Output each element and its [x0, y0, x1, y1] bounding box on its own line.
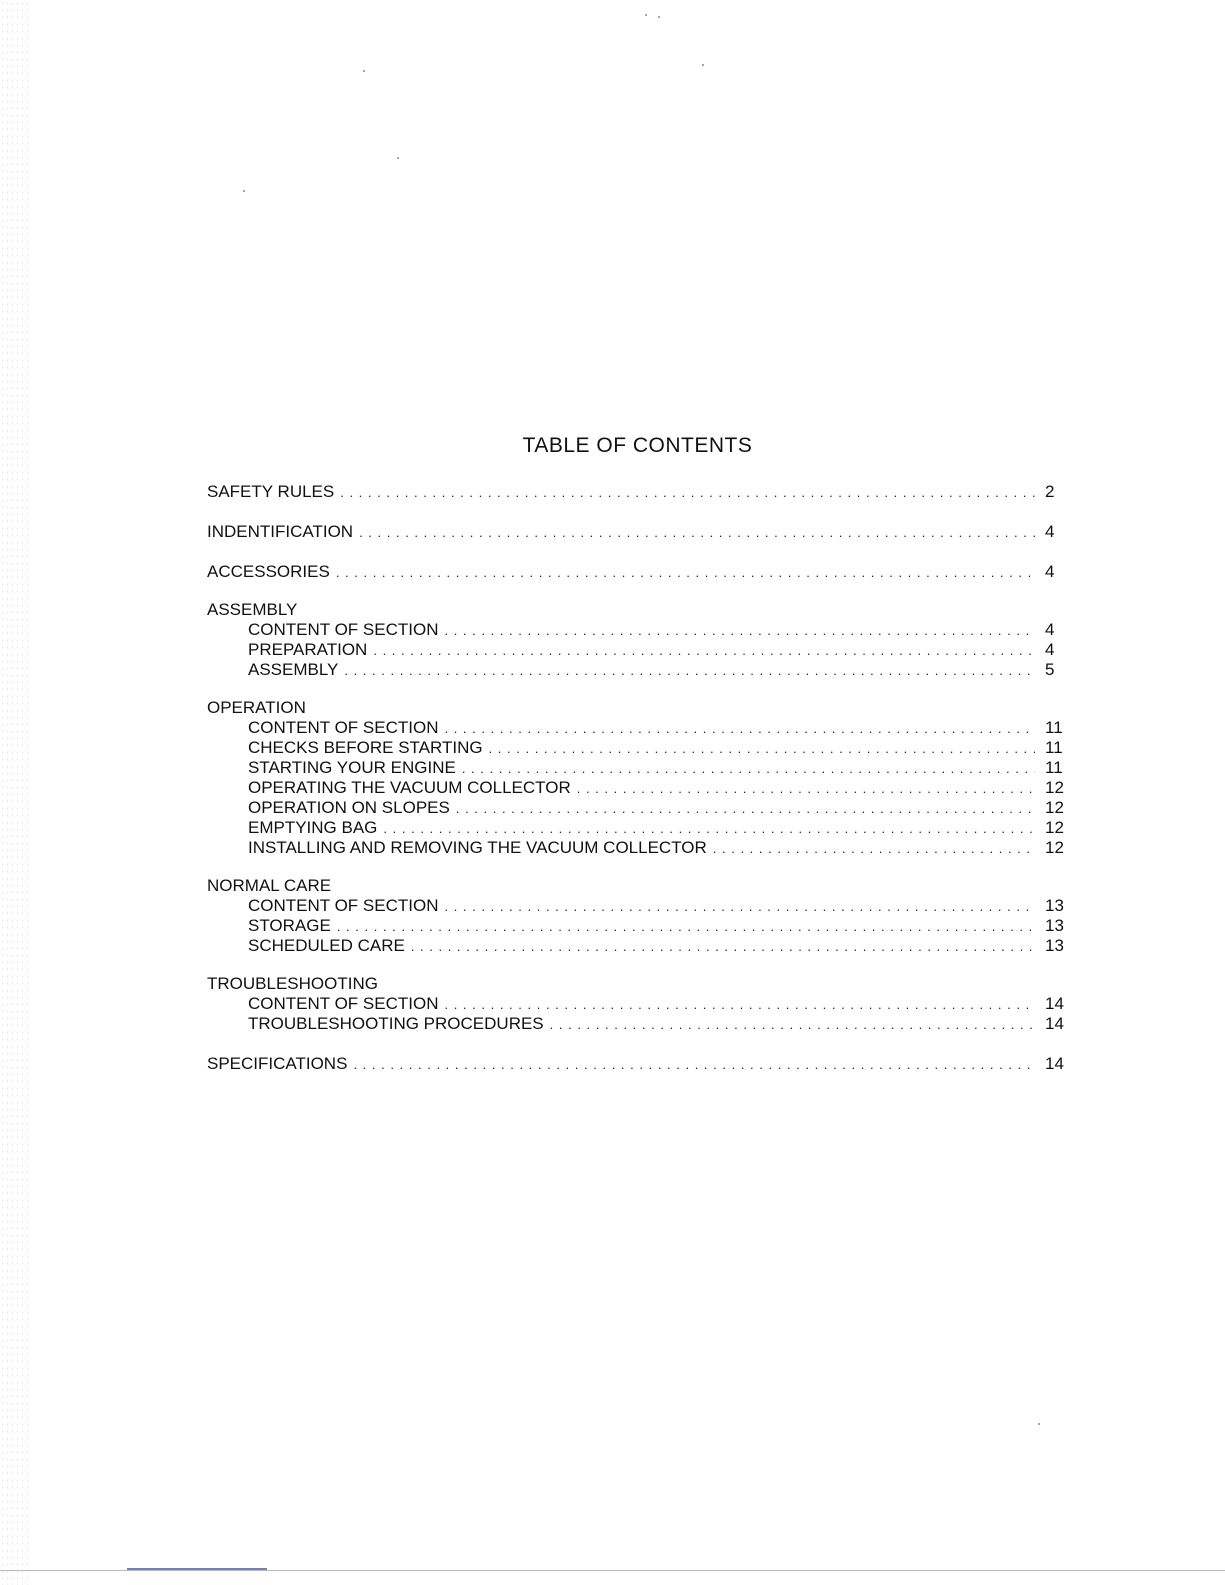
toc-subentry	[207, 718, 1077, 738]
toc-spacer	[207, 582, 1077, 600]
toc-entry-label: SAFETY RULES	[207, 482, 335, 501]
toc-dot-leader	[444, 719, 1035, 739]
toc-dot-leader	[577, 779, 1035, 799]
toc-entry-label: CONTENT OF SECTION	[248, 620, 439, 639]
toc-entry	[207, 1054, 1077, 1074]
toc-spacer	[207, 542, 1077, 562]
toc-page-number: 14	[1045, 1054, 1064, 1073]
toc-subentry	[207, 916, 1077, 936]
toc-entry-label: OPERATION ON SLOPES	[248, 798, 450, 817]
toc-section-group	[207, 974, 1077, 1034]
toc-spacer	[207, 502, 1077, 522]
toc-section-group	[207, 876, 1077, 956]
toc-entry-label: CHECKS BEFORE STARTING	[248, 738, 483, 757]
toc-page-number: 2	[1045, 482, 1055, 501]
toc-dot-leader	[337, 917, 1035, 937]
toc-dot-leader	[550, 1015, 1035, 1035]
toc-page-number: 4	[1045, 522, 1055, 541]
toc-page-number: 4	[1045, 620, 1055, 639]
toc-section-heading: OPERATION	[207, 698, 306, 717]
toc-subentry	[207, 738, 1077, 758]
toc-dot-leader	[373, 641, 1035, 661]
toc-entry-label: STARTING YOUR ENGINE	[248, 758, 456, 777]
toc-dot-leader	[344, 661, 1035, 681]
toc-dot-leader	[444, 897, 1035, 917]
scan-speck	[702, 64, 704, 66]
toc-entry-label: EMPTYING BAG	[248, 818, 378, 837]
toc-dot-leader	[353, 1055, 1035, 1075]
scan-speck	[363, 70, 365, 72]
toc-dot-leader	[359, 523, 1035, 543]
toc-page-number: 11	[1045, 718, 1063, 737]
toc-subentry	[207, 1014, 1077, 1034]
toc-dot-leader	[489, 739, 1035, 759]
toc-entry-label: STORAGE	[248, 916, 331, 935]
toc-page-number: 4	[1045, 562, 1055, 581]
toc-page-number: 14	[1045, 994, 1064, 1013]
toc-entry-label: CONTENT OF SECTION	[248, 994, 439, 1013]
toc-spacer	[207, 680, 1077, 698]
scan-edge-noise	[0, 0, 28, 1585]
scan-speck	[243, 190, 245, 192]
toc-entry-label: OPERATING THE VACUUM COLLECTOR	[248, 778, 571, 797]
table-of-contents	[207, 482, 1077, 1074]
toc-subentry	[207, 896, 1077, 916]
toc-section-group	[207, 698, 1077, 858]
toc-section-heading: NORMAL CARE	[207, 876, 332, 895]
toc-page-number: 11	[1045, 738, 1063, 757]
toc-page-number: 5	[1045, 660, 1055, 679]
scan-speck	[645, 14, 647, 16]
toc-subentry	[207, 838, 1077, 858]
scan-bottom-line	[0, 1570, 1225, 1571]
toc-dot-leader	[444, 621, 1035, 641]
toc-page-number: 12	[1045, 798, 1064, 817]
toc-dot-leader	[462, 759, 1035, 779]
toc-subentry	[207, 778, 1077, 798]
toc-page-number: 12	[1045, 818, 1064, 837]
toc-entry	[207, 522, 1077, 542]
toc-entry-label: INDENTIFICATION	[207, 522, 354, 541]
toc-dot-leader	[444, 995, 1035, 1015]
scan-speck	[658, 16, 660, 18]
toc-entry-label: ACCESSORIES	[207, 562, 330, 581]
toc-page-number: 12	[1045, 778, 1064, 797]
toc-section-heading: TROUBLESHOOTING	[207, 974, 378, 993]
scan-speck	[397, 157, 399, 159]
toc-subentry	[207, 620, 1077, 640]
toc-page-number: 13	[1045, 916, 1064, 935]
toc-subentry	[207, 640, 1077, 660]
toc-dot-leader	[340, 483, 1035, 503]
toc-page-number: 14	[1045, 1014, 1064, 1033]
toc-entry-label: SCHEDULED CARE	[248, 936, 405, 955]
toc-section-heading: ASSEMBLY	[207, 600, 298, 619]
toc-dot-leader	[336, 563, 1035, 583]
toc-entry-label: TROUBLESHOOTING PROCEDURES	[248, 1014, 544, 1033]
toc-page-number: 11	[1045, 758, 1063, 777]
toc-entry-label: INSTALLING AND REMOVING THE VACUUM COLLECTOR	[248, 838, 707, 857]
toc-entry	[207, 562, 1077, 582]
toc-entry-label: CONTENT OF SECTION	[248, 896, 439, 915]
toc-spacer	[207, 956, 1077, 974]
toc-dot-leader	[383, 819, 1035, 839]
toc-subentry	[207, 758, 1077, 778]
toc-spacer	[207, 1034, 1077, 1054]
toc-entry-label: CONTENT OF SECTION	[248, 718, 439, 737]
page-title: TABLE OF CONTENTS	[522, 434, 753, 457]
toc-subentry	[207, 660, 1077, 680]
toc-entry-label: SPECIFICATIONS	[207, 1054, 348, 1073]
toc-subentry	[207, 798, 1077, 818]
scan-speck	[1038, 1423, 1040, 1425]
toc-entry-label: ASSEMBLY	[248, 660, 339, 679]
toc-dot-leader	[411, 937, 1035, 957]
toc-section-group	[207, 600, 1077, 680]
toc-entry-label: PREPARATION	[248, 640, 368, 659]
toc-page-number: 13	[1045, 896, 1064, 915]
toc-subentry	[207, 994, 1077, 1014]
toc-subentry	[207, 936, 1077, 956]
toc-page-number: 12	[1045, 838, 1064, 857]
toc-page-number: 4	[1045, 640, 1055, 659]
toc-dot-leader	[713, 839, 1035, 859]
scan-bottom-mark	[127, 1568, 267, 1570]
toc-entry	[207, 482, 1077, 502]
toc-subentry	[207, 818, 1077, 838]
toc-page-number: 13	[1045, 936, 1064, 955]
toc-spacer	[207, 858, 1077, 876]
toc-dot-leader	[456, 799, 1035, 819]
